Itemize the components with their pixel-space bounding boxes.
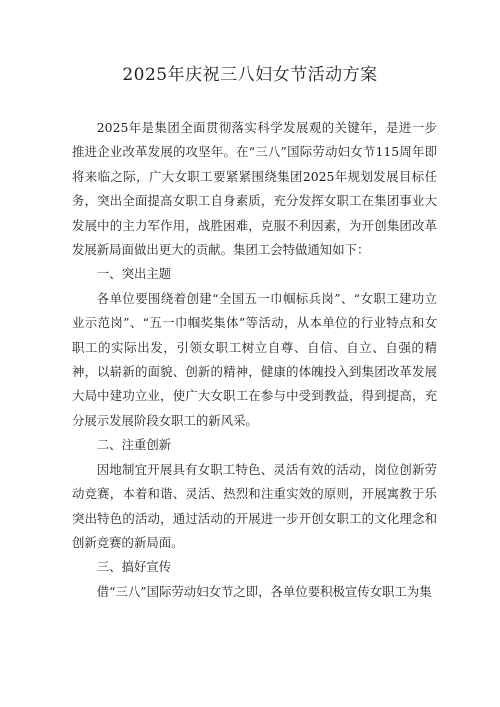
- section-paragraph-3: 借“三八”国际劳动妇女节之即，各单位要积极宣传女职工为集: [96, 583, 432, 599]
- section-heading-3: 三、搞好宣传: [96, 559, 172, 575]
- page-title: 2025年庆祝三八妇女节活动方案: [122, 65, 378, 85]
- document-body: [72, 116, 437, 604]
- section-paragraph-1: 各单位要围绕着创建“全国五一巾帼标兵岗”、“女职工建功立业示范岗”、“五一巾帼奖集体”等活动，从本单位的行业特点和女职工的实际出发，引领女职工树立自尊、自信、自立、自强的精神，以崭新的面貌、创新的精神，健康的体魄投入到集团改革发展大局中建功立业，使广大女职工在参与中受到教益，得到提高，充分展示发展阶段女职工的新风采。: [72, 290, 437, 428]
- section-heading-1: 一、突出主题: [96, 266, 172, 282]
- section-heading-2: 二、注重创新: [96, 437, 172, 453]
- intro-paragraph: 2025年是集团全面贯彻落实科学发展观的关键年，是进一步推进企业改革发展的攻坚年。在“三八”国际劳动妇女节115周年即将来临之际，广大女职工要紧紧围绕集团2025年规划发展目标任务，突出全面提高女职工自身素质，充分发挥女职工在集团事业大发展中的主力军作用，战胜困难，克服不利因素，为开创集团改革发展新局面做出更大的贡献。集团工会特做通知如下：: [72, 120, 437, 258]
- section-paragraph-2: 因地制宜开展具有女职工特色、灵活有效的活动，岗位创新劳动竞赛，本着和谐、灵活、热烈和注重实效的原则，开展寓教于乐突出特色的活动，通过活动的开展进一步开创女职工的文化理念和创新竞赛的新局面。: [72, 461, 437, 550]
